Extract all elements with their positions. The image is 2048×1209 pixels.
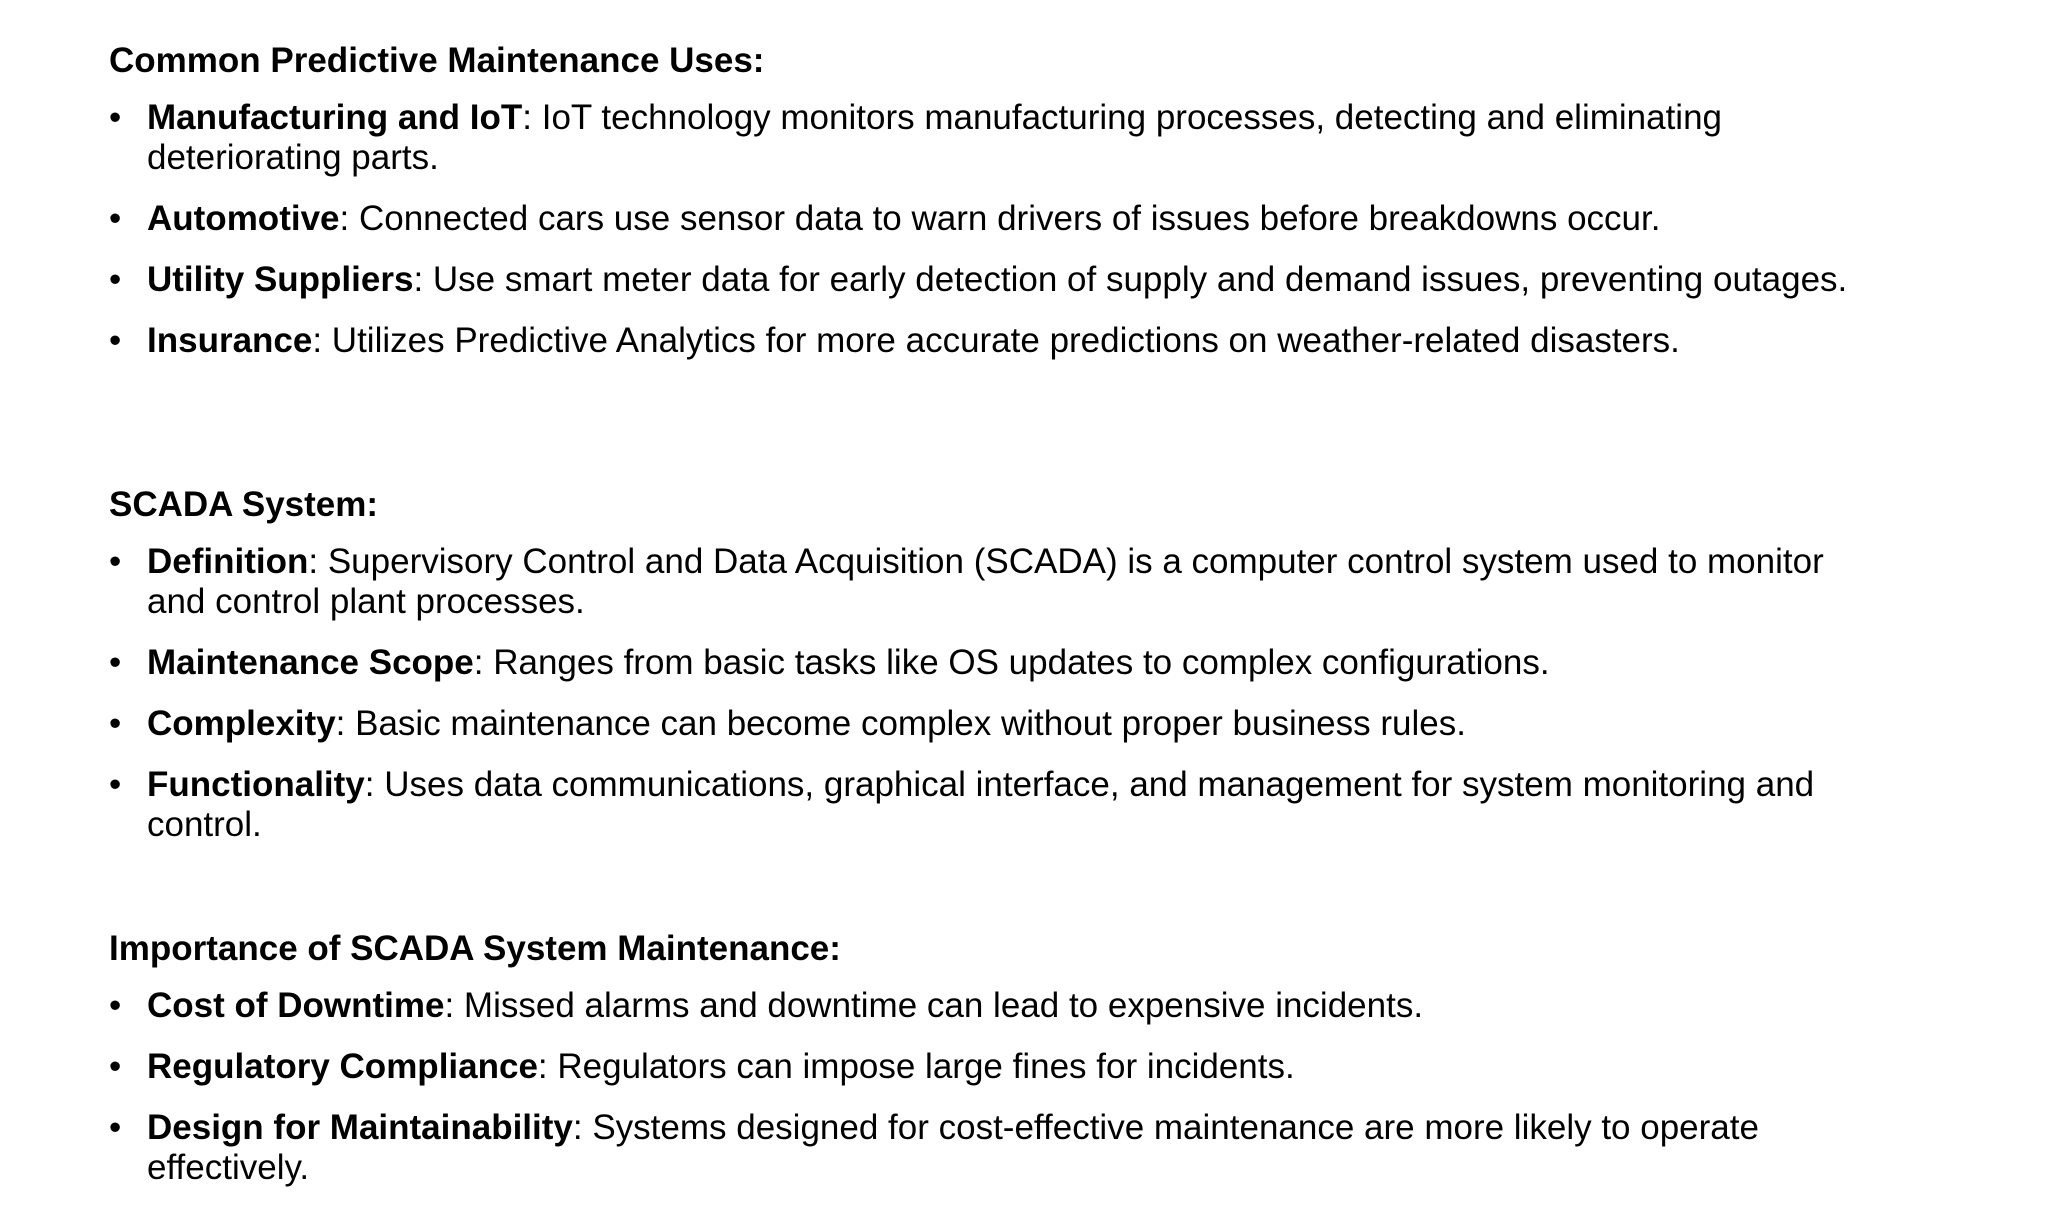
bullet-icon: • <box>109 199 122 238</box>
bullet-icon: • <box>109 643 122 682</box>
bullet-icon: • <box>109 986 122 1025</box>
item-text: : Regulators can impose large fines for incidents. <box>537 1047 1295 1086</box>
item-term: Maintenance Scope <box>147 643 474 682</box>
bullet-icon: • <box>109 260 122 299</box>
bullet-list <box>109 542 1869 845</box>
bullet-icon: • <box>109 1108 122 1147</box>
item-text: : IoT technology monitors manufacturing processes, detecting and eliminating deteriorating parts. <box>147 98 1723 177</box>
item-term: Utility Suppliers <box>147 260 414 299</box>
item-term: Complexity <box>147 704 336 743</box>
section-heading: SCADA System: <box>109 485 379 524</box>
list-item <box>109 704 1869 744</box>
item-term: Functionality <box>147 765 365 804</box>
list-item <box>109 199 1869 239</box>
list-item <box>109 260 1869 300</box>
section-heading: Importance of SCADA System Maintenance: <box>109 929 841 968</box>
bullet-icon: • <box>109 765 122 804</box>
item-term: Definition <box>147 542 309 581</box>
item-term: Cost of Downtime <box>147 986 445 1025</box>
item-text: : Missed alarms and downtime can lead to expensive incidents. <box>444 986 1424 1025</box>
item-term: Insurance <box>147 321 313 360</box>
list-item <box>109 643 1869 683</box>
item-text: : Use smart meter data for early detection of supply and demand issues, preventing outages. <box>413 260 1848 299</box>
bullet-icon: • <box>109 1047 122 1086</box>
item-text: : Supervisory Control and Data Acquisition (SCADA) is a computer control system used to monitor and control plant processes. <box>147 542 1824 621</box>
item-term: Regulatory Compliance <box>147 1047 538 1086</box>
list-item <box>109 986 1869 1026</box>
section-scada-maintenance-importance <box>109 926 1869 1209</box>
item-text: : Utilizes Predictive Analytics for more accurate predictions on weather-related disasters. <box>312 321 1680 360</box>
list-item <box>109 1047 1869 1087</box>
item-text: : Uses data communications, graphical interface, and management for system monitoring and control. <box>147 765 1815 844</box>
item-text: : Systems designed for cost-effective maintenance are more likely to operate effectively. <box>147 1108 1759 1187</box>
item-text: : Ranges from basic tasks like OS updates to complex configurations. <box>473 643 1550 682</box>
list-item <box>109 321 1869 361</box>
bullet-list <box>109 986 1869 1188</box>
bullet-icon: • <box>109 98 122 137</box>
list-item <box>109 765 1869 845</box>
bullet-icon: • <box>109 704 122 743</box>
item-term: Automotive <box>147 199 340 238</box>
section-predictive-maintenance-uses <box>109 38 1869 382</box>
list-item <box>109 98 1869 178</box>
bullet-list <box>109 98 1869 361</box>
item-term: Design for Maintainability <box>147 1108 573 1147</box>
item-term: Manufacturing and IoT <box>147 98 523 137</box>
list-item <box>109 542 1869 622</box>
list-item <box>109 1108 1869 1188</box>
bullet-icon: • <box>109 321 122 360</box>
bullet-icon: • <box>109 542 122 581</box>
section-heading: Common Predictive Maintenance Uses: <box>109 41 765 80</box>
item-text: : Connected cars use sensor data to warn drivers of issues before breakdowns occur. <box>339 199 1661 238</box>
section-scada-system <box>109 482 1869 866</box>
item-text: : Basic maintenance can become complex without proper business rules. <box>335 704 1466 743</box>
